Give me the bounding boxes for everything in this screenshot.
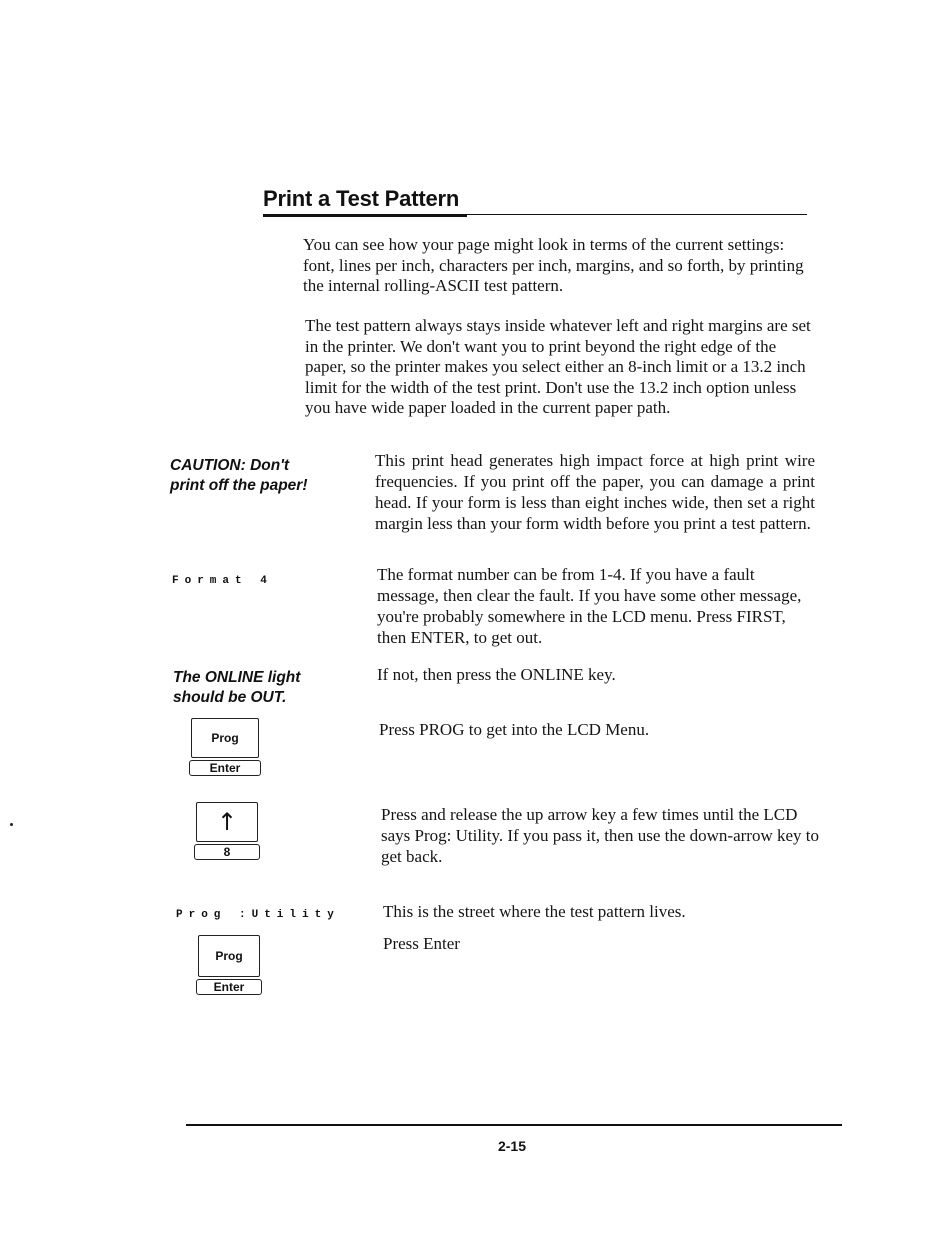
lcd-display-prog-utility: Prog :Utility [176,909,340,921]
caution-text: This print head generates high impact force at high print wire frequencies. If you print off the paper, you can damage a print head. If your form is less than eight inches wide, then set a right margin less than your form width before you print a test pattern. [375,451,815,533]
title-rule [467,214,807,215]
up-arrow-icon: ↑ [216,808,238,836]
up-arrow-key [194,802,260,862]
caution-note [170,456,308,496]
speck [10,823,13,826]
page-title: Print a Test Pattern [263,186,460,211]
prog-text: Press PROG to get into the LCD Menu. [379,720,650,739]
intro-paragraph-1: You can see how your page might look in terms of the current settings: font, lines per inch, characters per inch, margins, and so forth, by printing the internal rolling-ASCII test pattern. [303,235,804,295]
online-text: If not, then press the ONLINE key. [377,665,616,684]
utility-text: This is the street where the test pattern lives. [383,902,686,921]
eight-key-label: 8 [194,844,260,860]
press-enter-text: Press Enter [383,934,460,953]
caution-line-1: CAUTION: Don't [170,457,290,474]
format-text: The format number can be from 1-4. If you have a fault message, then clear the fault. If you have some other message, you're probably somewhere in the LCD menu. Press FIRST, then ENTER, to get out. [377,565,802,647]
prog-enter-key-1 [189,718,261,778]
enter-key-label-2: Enter [196,979,262,995]
prog-key: Prog [191,718,259,758]
page-number: 2-15 [497,1138,527,1154]
online-light-note [173,668,300,708]
up-arrow-text: Press and release the up arrow key a few times until the LCD says Prog: Utility. If you pass it, then use the down-arrow key to get back. [381,805,819,866]
title-underline [263,214,467,217]
prog-key-2: Prog [198,935,260,977]
online-note-line-2: should be OUT. [173,689,287,706]
caution-line-2: print off the paper! [170,477,308,494]
intro-paragraph-2: The test pattern always stays inside whatever left and right margins are set in the printer. We don't want you to print beyond the right edge of the paper, so the printer makes you select either an 8-inch limit or a 13.2 inch limit for the width of the test print. Don't use the 13.2 inch option unless you have wide paper loaded in the current paper path. [305,316,811,417]
footer-rule [186,1124,842,1126]
up-arrow-key-top [196,802,258,842]
prog-enter-key-2 [196,935,262,997]
online-note-line-1: The ONLINE light [173,669,301,686]
enter-key-label: Enter [189,760,261,776]
lcd-display-format: Format 4 [172,575,273,587]
